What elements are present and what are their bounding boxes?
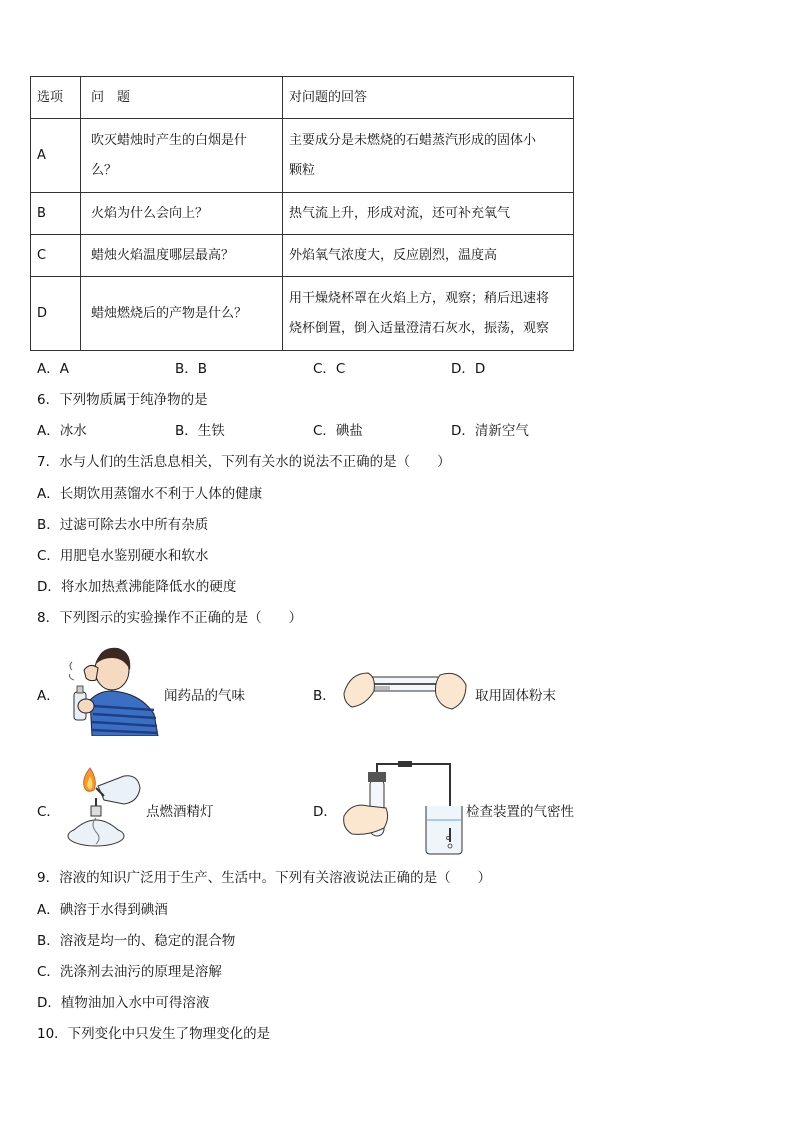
header-answer: 对问题的回答 xyxy=(283,77,574,119)
q9-option-a: A．碘溶于水得到碘酒 xyxy=(37,902,168,918)
q10-stem: 10．下列变化中只发生了物理变化的是 xyxy=(37,1026,271,1042)
q7-option-b: B．过滤可除去水中所有杂质 xyxy=(37,517,209,533)
q7-option-c: C．用肥皂水鉴别硬水和软水 xyxy=(37,548,209,564)
q8-option-d-letter: D． xyxy=(313,804,337,820)
q8-option-b-caption: 取用固体粉末 xyxy=(475,688,556,704)
q6-option-c: C．碘盐 xyxy=(313,423,363,439)
header-option: 选项 xyxy=(31,77,81,119)
q8-option-c-caption: 点燃酒精灯 xyxy=(146,804,214,820)
row-answer: 热气流上升，形成对流，还可补充氧气 xyxy=(283,193,574,235)
q6-option-a: A．冰水 xyxy=(37,423,87,439)
q5-option-d: D．D xyxy=(451,361,486,377)
q5-option-a: A．A xyxy=(37,361,69,377)
q6-option-d: D．清新空气 xyxy=(451,423,529,439)
q7-option-d: D．将水加热煮沸能降低水的硬度 xyxy=(37,579,237,595)
row-option: B xyxy=(31,193,81,235)
q6-stem: 6．下列物质属于纯净物的是 xyxy=(37,392,208,408)
q9-option-d: D．植物油加入水中可得溶液 xyxy=(37,995,210,1011)
q8-option-c-letter: C． xyxy=(37,804,60,820)
row-answer: 用干燥烧杯罩在火焰上方，观察；稍后迅速将 烧杯倒置，倒入适量澄清石灰水，振荡，观察 xyxy=(283,277,574,351)
q8-stem: 8．下列图示的实验操作不正确的是（ ） xyxy=(37,610,303,626)
header-question: 问 题 xyxy=(81,77,283,119)
q5-option-c: C．C xyxy=(313,361,346,377)
row-question: 蜡烛燃烧后的产物是什么？ xyxy=(81,277,283,351)
q7-option-a: A．长期饮用蒸馏水不利于人体的健康 xyxy=(37,486,263,502)
smell-chemical-figure xyxy=(62,640,160,736)
row-answer: 外焰氧气浓度大，反应剧烈，温度高 xyxy=(283,235,574,277)
q8-option-d-caption: 检查装置的气密性 xyxy=(466,804,574,820)
q9-stem: 9．溶液的知识广泛用于生产、生活中。下列有关溶液说法正确的是（ ） xyxy=(37,870,492,886)
table-row xyxy=(31,119,574,193)
table-row xyxy=(31,235,574,277)
table-row xyxy=(31,193,574,235)
q8-option-a-letter: A． xyxy=(37,688,60,704)
row-option: C xyxy=(31,235,81,277)
row-question: 吹灭蜡烛时产生的白烟是什 么？ xyxy=(81,119,283,193)
row-option: D xyxy=(31,277,81,351)
q8-option-b-letter: B． xyxy=(313,688,336,704)
airtightness-check-figure xyxy=(338,758,464,856)
q6-option-b: B．生铁 xyxy=(175,423,225,439)
row-question: 蜡烛火焰温度哪层最高？ xyxy=(81,235,283,277)
row-question: 火焰为什么会向上？ xyxy=(81,193,283,235)
powder-spatula-figure xyxy=(340,655,470,719)
q7-stem: 7．水与人们的生活息息相关，下列有关水的说法不正确的是（ ） xyxy=(37,454,451,470)
alcohol-lamp-figure xyxy=(60,762,144,850)
table-row xyxy=(31,277,574,351)
row-option: A xyxy=(31,119,81,193)
row-answer: 主要成分是未燃烧的石蜡蒸汽形成的固体小 颗粒 xyxy=(283,119,574,193)
q5-option-b: B．B xyxy=(175,361,208,377)
q5-table xyxy=(30,76,574,351)
q9-option-c: C．洗涤剂去油污的原理是溶解 xyxy=(37,964,222,980)
q8-option-a-caption: 闻药品的气味 xyxy=(164,688,245,704)
q9-option-b: B．溶液是均一的、稳定的混合物 xyxy=(37,933,236,949)
table-header-row xyxy=(31,77,574,119)
